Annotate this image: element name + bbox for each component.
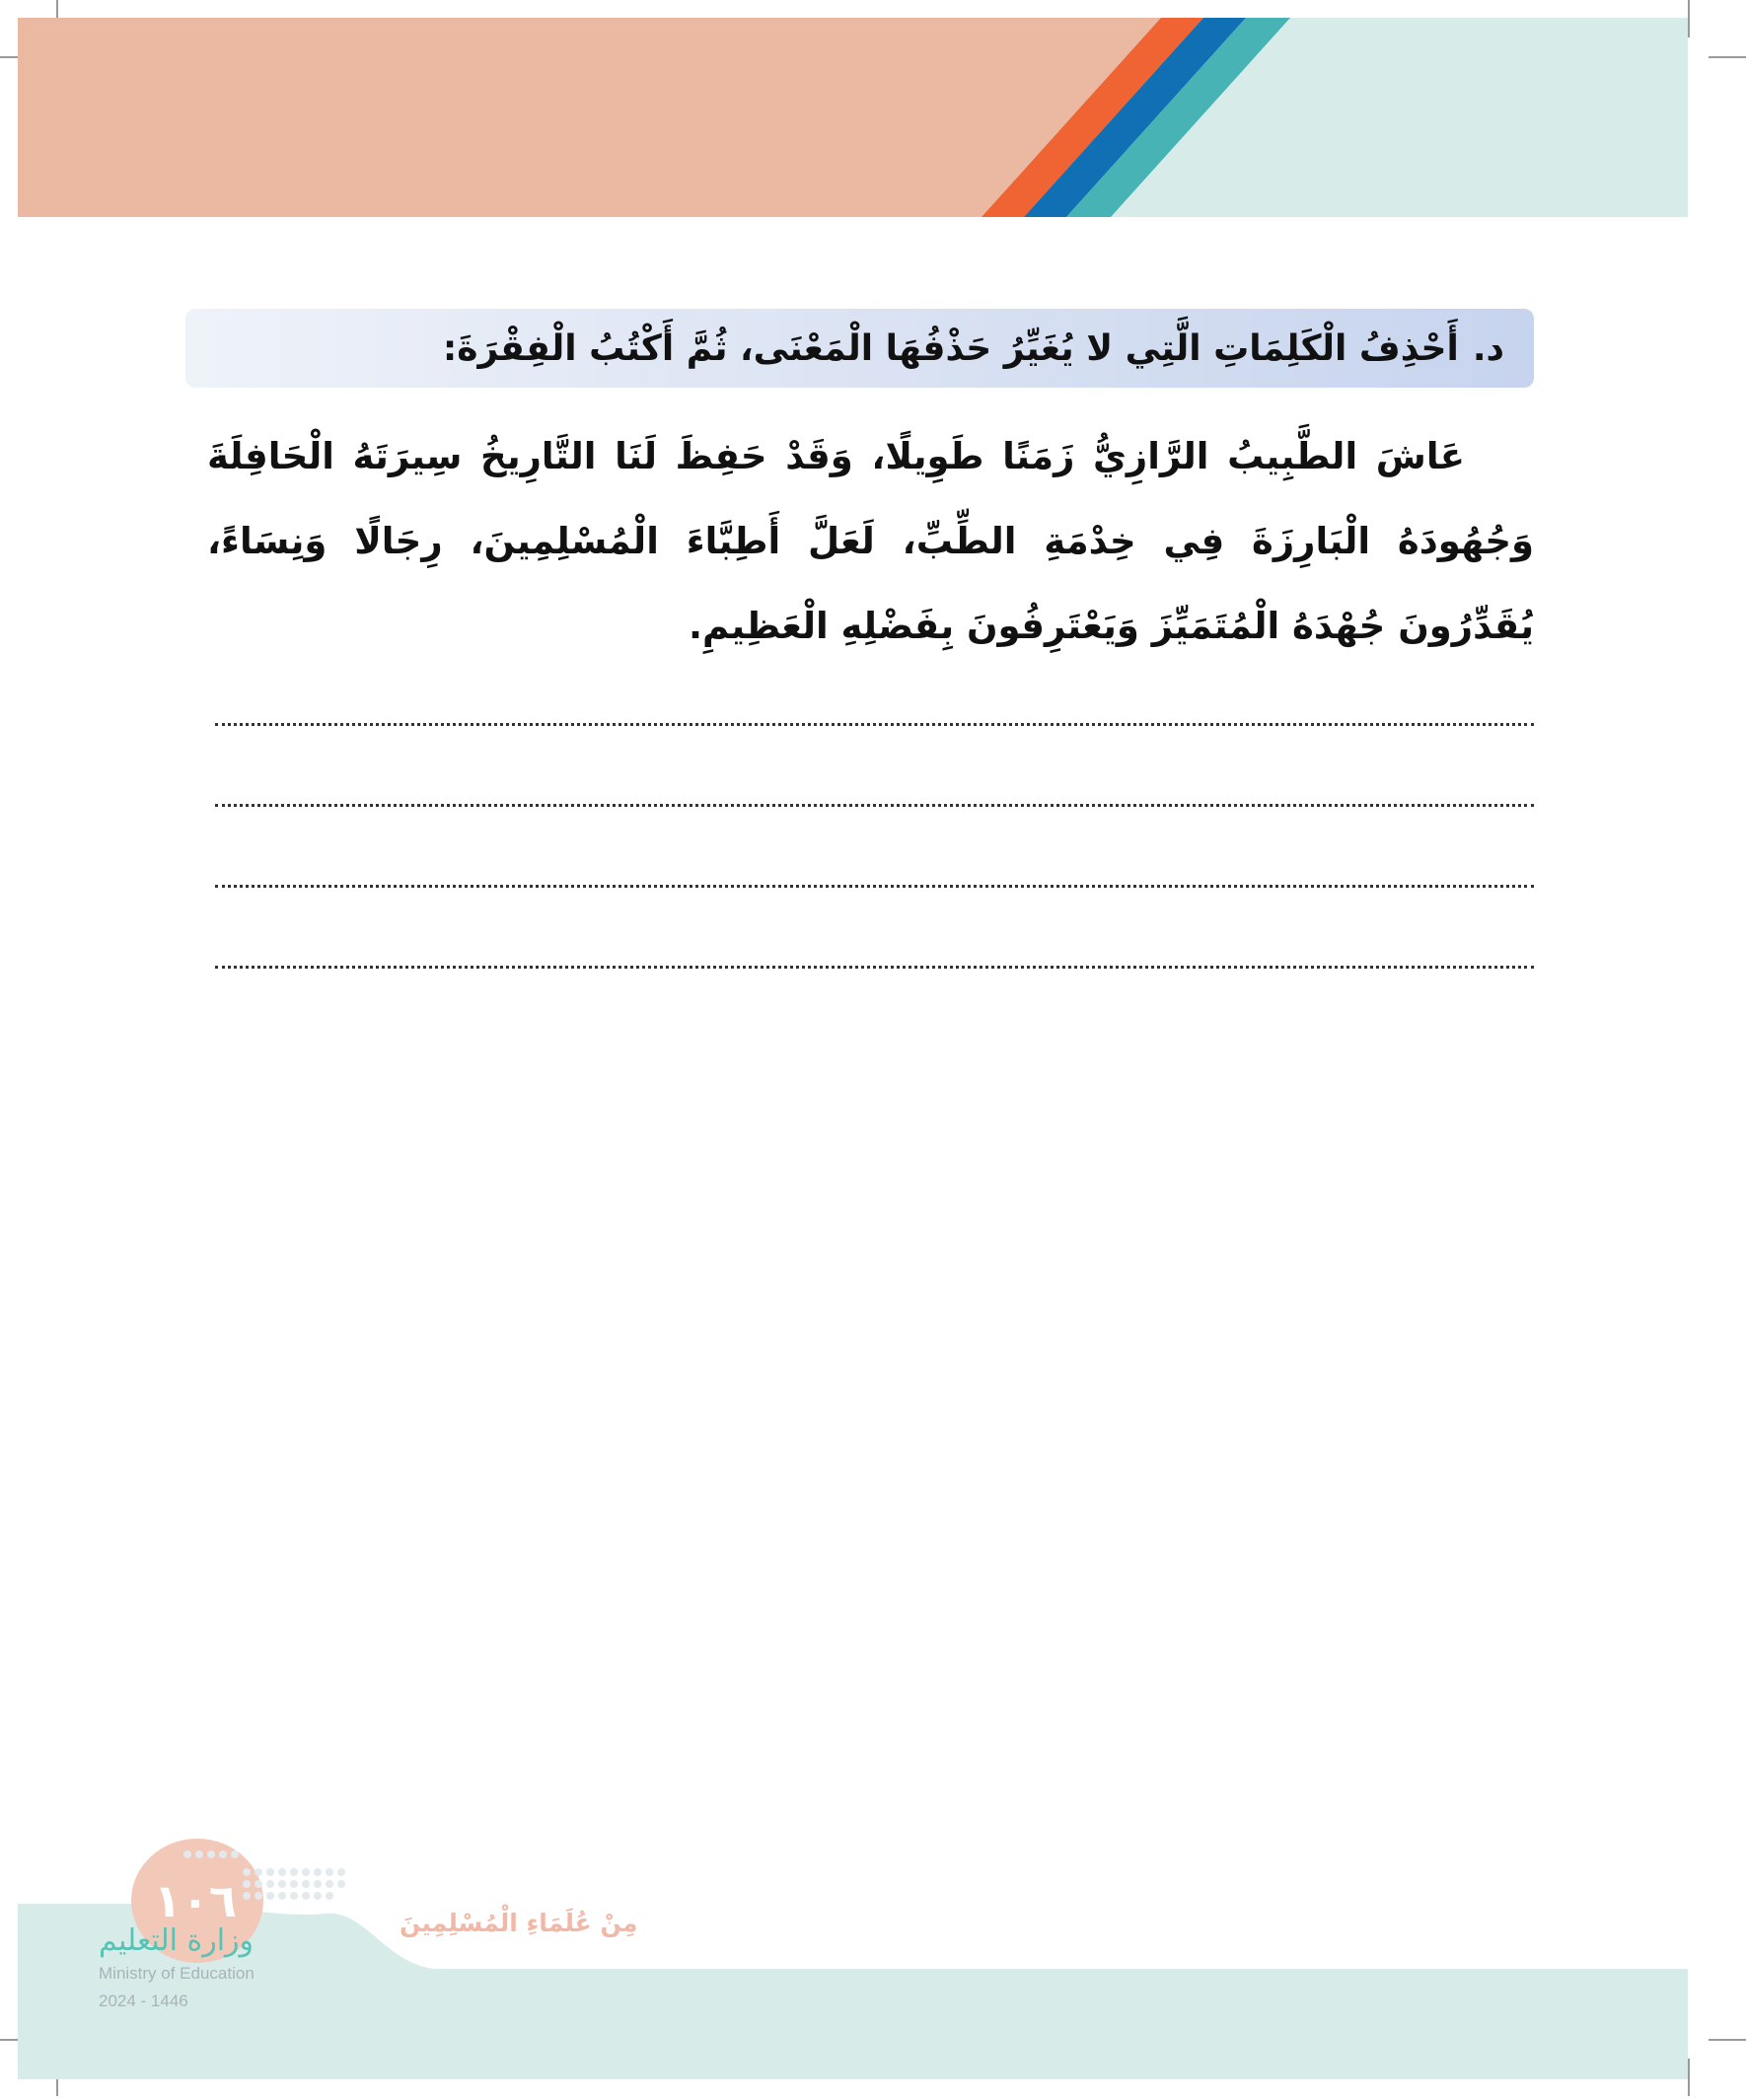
edition-year: 2024 - 1446 <box>99 1991 188 2010</box>
page-number: ١٠٦ <box>153 1874 237 1927</box>
answer-line-2[interactable] <box>215 804 1534 807</box>
answer-line-3[interactable] <box>215 885 1534 888</box>
instruction-text: أَحْذِفُ الْكَلِمَاتِ الَّتِي لا يُغَيِّرُ حَذْفُهَا الْمَعْنَى، ثُمَّ أَكْتُبُ الْفِقْرَةَ: <box>442 327 1459 369</box>
page-footer <box>0 1825 1746 2096</box>
exercise-paragraph: عَاشَ الطَّبِيبُ الرَّازِيُّ زَمَنًا طَوِيلًا، وَقَدْ حَفِظَ لَنَا التَّارِيخُ سِيرَتَهُ الْحَافِلَةَ وَجُهُودَهُ الْبَارِزَةَ فِي خِدْمَةِ الطِّبِّ، لَعَلَّ أَطِبَّاءَ الْمُسْلِمِينَ، رِجَالًا وَنِسَاءً، يُقَدِّرُونَ جُهْدَهُ الْمُتَمَيِّزَ وَيَعْتَرِفُونَ بِفَضْلِهِ الْعَظِيمِ. <box>207 435 1534 647</box>
header-banner <box>18 18 1688 217</box>
header-stripes-graphic <box>18 18 1688 217</box>
instruction-box <box>185 309 1534 388</box>
ministry-name-english: Ministry of Education <box>99 1964 255 1983</box>
footer-wave-graphic <box>0 1825 1746 2096</box>
answer-line-4[interactable] <box>215 966 1534 969</box>
crop-mark-top-right-v <box>1688 0 1690 37</box>
instruction-letter: د. <box>1472 327 1504 369</box>
crop-mark-top-right-h <box>1709 56 1746 58</box>
ministry-name-arabic: وزارة التعليم <box>99 1923 255 1958</box>
answer-line-1[interactable] <box>215 723 1534 726</box>
unit-title: مِنْ عُلَمَاءِ الْمُسْلِمِينَ <box>400 1909 638 1937</box>
instruction-heading <box>443 328 1504 369</box>
